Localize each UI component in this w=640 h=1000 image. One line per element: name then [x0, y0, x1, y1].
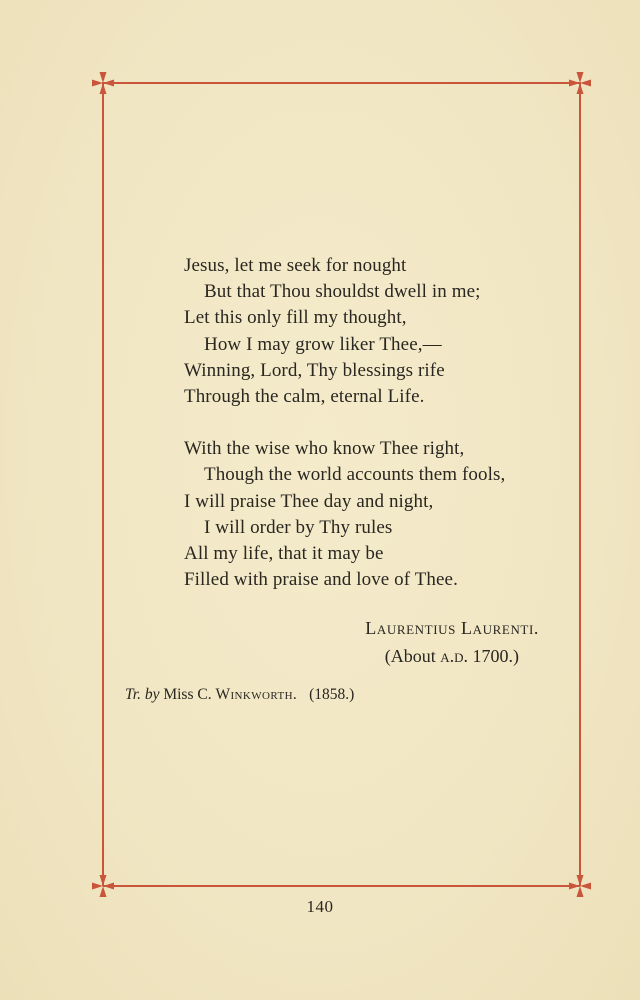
poem-line: I will order by Thy rules	[204, 516, 393, 538]
poem-line: Let this only fill my thought,	[184, 307, 407, 329]
poem-line: Winning, Lord, Thy blessings rife	[184, 359, 445, 381]
frame-left-rule	[102, 82, 104, 886]
frame-bottom-rule	[103, 885, 580, 887]
poem-line: How I may grow liker Thee,—	[204, 333, 442, 355]
translator-title: Miss C.	[163, 686, 212, 703]
poem	[184, 253, 564, 593]
maltese-cross-icon	[568, 71, 592, 95]
author-date-open: (About	[384, 646, 441, 666]
poem-line: Through the calm, eternal Life.	[184, 386, 425, 408]
author-name: Laurentius Laurenti.	[365, 618, 539, 638]
author-date-year: 1700.)	[468, 646, 519, 666]
poem-line: Jesus, let me seek for nought	[184, 255, 407, 276]
poem-stanza	[184, 436, 564, 593]
maltese-cross-icon	[91, 71, 115, 95]
translator-name: Winkworth.	[215, 686, 298, 703]
poem-line: Though the world accounts them fools,	[204, 464, 506, 486]
poem-stanza	[184, 253, 564, 410]
author-date-era: a.d.	[440, 646, 468, 666]
page-number: 140	[306, 897, 334, 916]
poem-line: With the wise who know Thee right,	[184, 438, 465, 460]
translator-prefix: Tr. by	[125, 686, 160, 703]
author-attribution	[365, 614, 539, 670]
poem-line: Filled with praise and love of Thee.	[184, 569, 458, 591]
poem-line: All my life, that it may be	[184, 543, 384, 565]
frame-right-rule	[579, 82, 581, 886]
translator-credit	[125, 684, 354, 706]
frame-top-rule	[103, 82, 580, 84]
translator-year: (1858.)	[309, 686, 355, 703]
maltese-cross-icon	[91, 874, 115, 898]
author-date	[365, 642, 539, 670]
poem-line: But that Thou shouldst dwell in me;	[204, 281, 481, 303]
poem-line: I will praise Thee day and night,	[184, 490, 434, 512]
maltese-cross-icon	[568, 874, 592, 898]
